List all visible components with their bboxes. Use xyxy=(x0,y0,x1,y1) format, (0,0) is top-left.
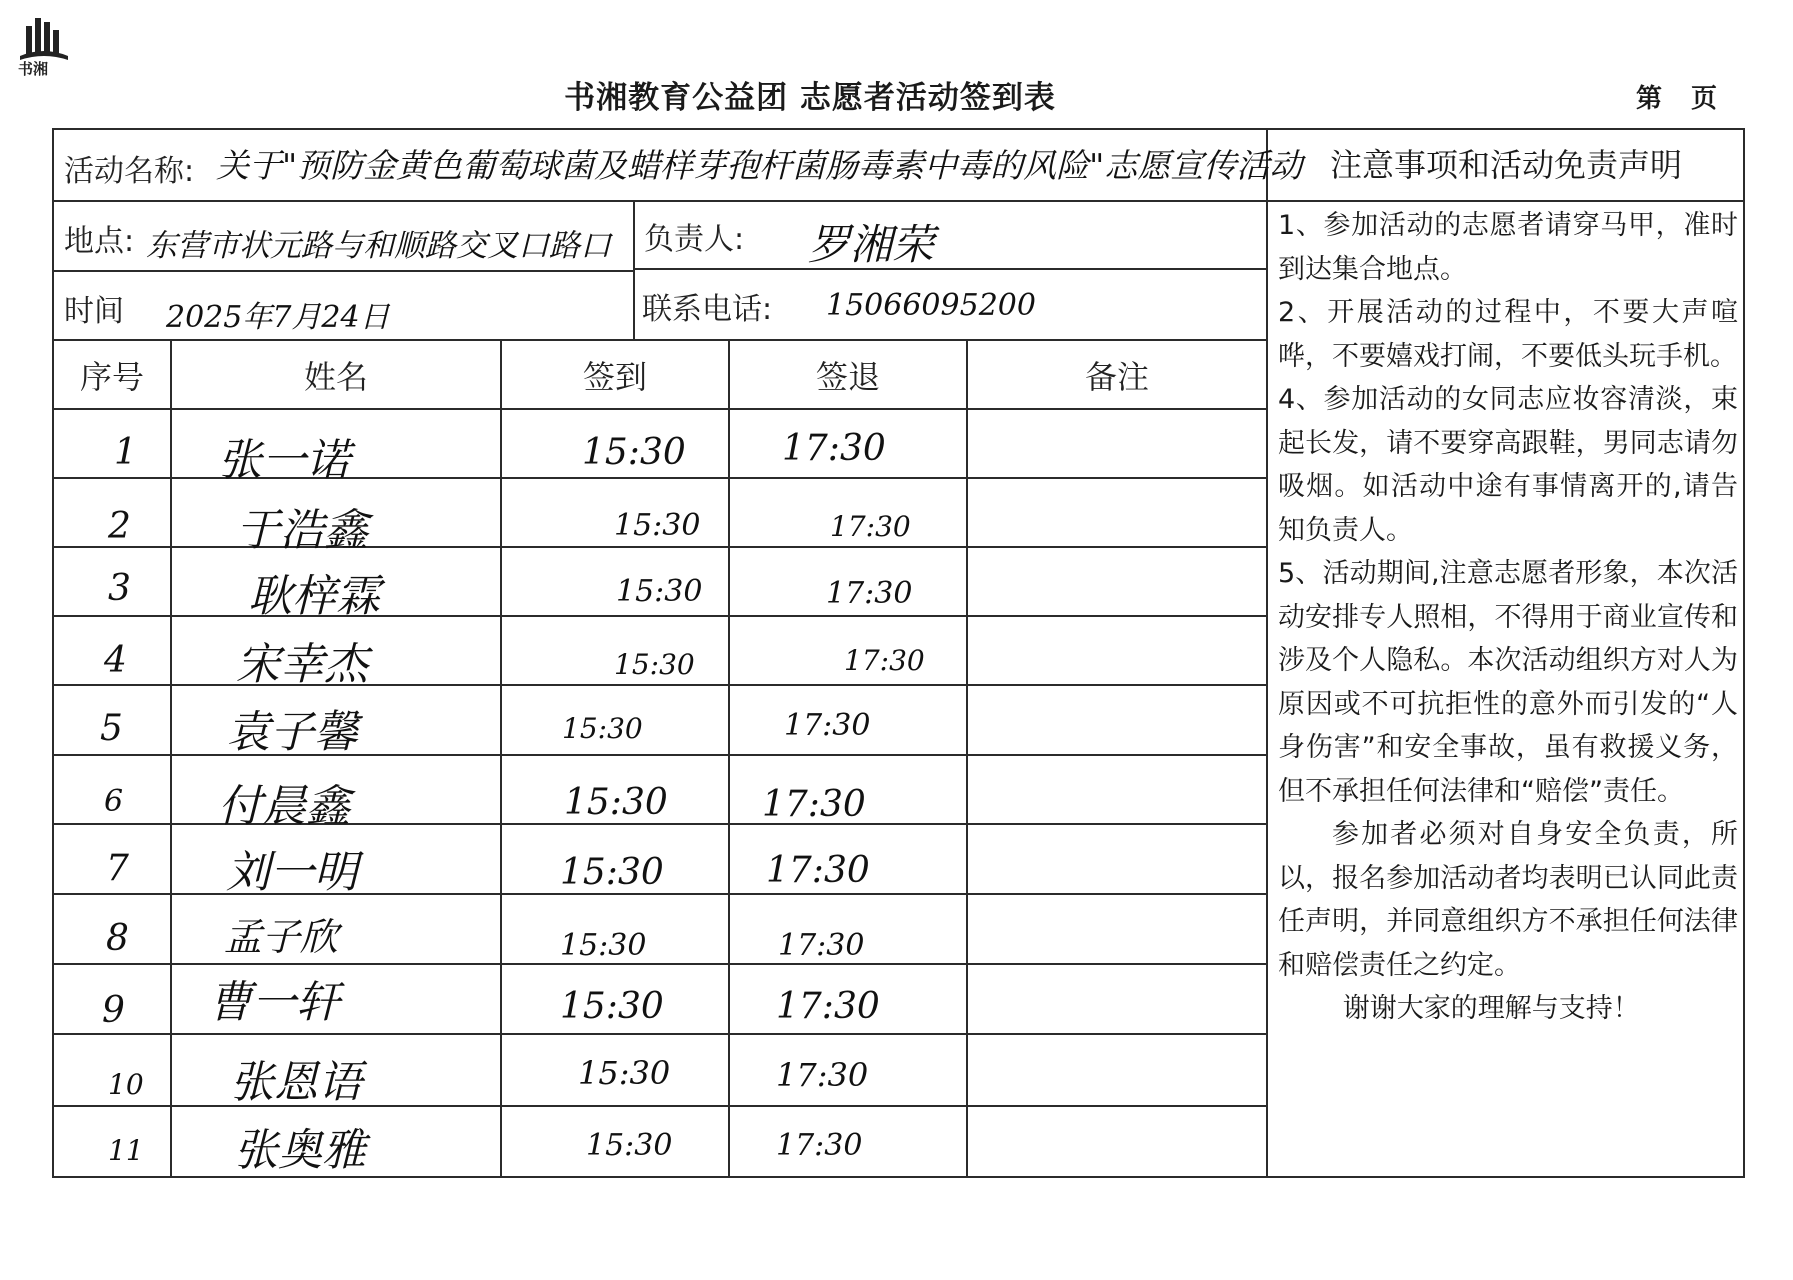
header-sign-out: 签退 xyxy=(815,358,880,396)
activity-value: 关于"预防金黄色葡萄球菌及蜡样芽孢杆菌肠毒素中毒的风险"志愿宣传活动 xyxy=(216,146,1303,185)
col-divider xyxy=(728,339,730,1178)
row-sign-out: 17:30 xyxy=(776,1056,869,1094)
notice-divider xyxy=(1266,128,1268,1178)
row-name: 耿梓霖 xyxy=(248,571,380,622)
row-sign-in: 15:30 xyxy=(560,986,664,1027)
row-number: 7 xyxy=(106,848,129,889)
row-number: 4 xyxy=(104,640,127,681)
row-sign-in: 15:30 xyxy=(616,574,703,609)
row-sign-out: 17:30 xyxy=(830,510,911,543)
row-number: 5 xyxy=(100,708,123,749)
row-name: 袁子馨 xyxy=(226,707,358,758)
row-sign-out: 17:30 xyxy=(844,644,925,677)
row-number: 1 xyxy=(114,432,137,473)
logo-text: 书湘 xyxy=(18,60,49,78)
row-name: 于浩鑫 xyxy=(236,505,368,556)
row-sign-in: 15:30 xyxy=(578,1054,671,1092)
divider-info-col xyxy=(633,200,635,339)
notice-title: 注意事项和活动免责声明 xyxy=(1329,146,1682,184)
divider-leader xyxy=(633,268,1266,270)
row-name: 刘一明 xyxy=(226,847,358,898)
row-sign-out: 17:30 xyxy=(776,1128,863,1163)
page-number-label: 第 页 xyxy=(1636,84,1718,114)
divider-location xyxy=(52,270,635,272)
row-sign-out: 17:30 xyxy=(766,850,870,891)
leader-label: 负责人: xyxy=(644,222,745,257)
divider-time xyxy=(52,339,1266,341)
time-label: 时间 xyxy=(64,294,124,329)
row-sign-in: 15:30 xyxy=(560,928,647,963)
row-number: 11 xyxy=(108,1134,144,1167)
row-divider xyxy=(52,963,1266,965)
row-number: 9 xyxy=(102,990,125,1031)
row-sign-in: 15:30 xyxy=(614,508,701,543)
col-divider xyxy=(500,339,502,1178)
divider-notice-title xyxy=(1266,200,1745,202)
activity-label: 活动名称: xyxy=(64,154,195,189)
row-divider xyxy=(52,546,1266,548)
notice-item-4: 4、参加活动的女同志应妆容清淡，束起长发，请不要穿高跟鞋，男同志请勿吸烟。如活动中途有事情离开的,请告知负责人。 xyxy=(1278,384,1738,546)
row-sign-in: 15:30 xyxy=(564,782,668,823)
row-number: 6 xyxy=(104,784,124,819)
row-name: 张恩语 xyxy=(230,1057,362,1108)
row-sign-in: 15:30 xyxy=(582,432,686,473)
row-sign-out: 17:30 xyxy=(778,928,865,963)
row-name: 张奥雅 xyxy=(234,1125,366,1176)
row-sign-in: 15:30 xyxy=(560,852,664,893)
row-divider xyxy=(52,684,1266,686)
row-name: 付晨鑫 xyxy=(218,781,350,832)
header-note: 备注 xyxy=(1084,358,1149,396)
notice-thanks: 谢谢大家的理解与支持！ xyxy=(1342,993,1640,1024)
col-divider xyxy=(966,339,968,1178)
notice-item-5: 5、活动期间,注意志愿者形象，本次活动安排专人照相，不得用于商业宣传和涉及个人隐私。本次活动组织方对人为原因或不可抗拒性的意外而引发的“人身伤害”和安全事故，虽有救援义务，但不承担任何法律和“赔偿”责任。 xyxy=(1278,558,1738,807)
row-name: 孟子欣 xyxy=(224,915,339,959)
divider-header-row xyxy=(52,408,1266,410)
notice-item-2: 2、开展活动的过程中，不要大声喧哗，不要嬉戏打闹，不要低头玩手机。 xyxy=(1278,297,1738,372)
notice-item-1: 1、参加活动的志愿者请穿马甲，准时到达集合地点。 xyxy=(1278,210,1738,285)
row-divider xyxy=(52,615,1266,617)
phone-value: 15066095200 xyxy=(826,288,1036,323)
col-divider xyxy=(170,339,172,1178)
row-name: 曹一轩 xyxy=(208,977,340,1028)
row-sign-in: 15:30 xyxy=(614,648,695,681)
row-sign-out: 17:30 xyxy=(784,708,871,743)
row-number: 3 xyxy=(108,568,131,609)
row-number: 2 xyxy=(108,506,131,547)
phone-label: 联系电话: xyxy=(642,292,773,327)
row-sign-out: 17:30 xyxy=(826,576,913,611)
row-sign-out: 17:30 xyxy=(782,428,886,469)
row-divider xyxy=(52,1033,1266,1035)
header-sign-in: 签到 xyxy=(582,358,647,396)
header-name: 姓名 xyxy=(303,358,368,396)
row-name: 宋幸杰 xyxy=(236,639,368,690)
row-sign-in: 15:30 xyxy=(586,1128,673,1163)
row-number: 10 xyxy=(108,1068,144,1101)
divider-activity xyxy=(52,200,1266,202)
row-name: 张一诺 xyxy=(218,435,350,486)
header-no: 序号 xyxy=(79,358,144,396)
leader-value: 罗湘荣 xyxy=(808,220,935,269)
location-value: 东营市状元路与和顺路交叉口路口 xyxy=(146,228,611,264)
location-label: 地点: xyxy=(64,224,135,259)
row-sign-out: 17:30 xyxy=(776,986,880,1027)
form-title: 书湘教育公益团 志愿者活动签到表 xyxy=(564,80,1056,116)
time-value: 2025年7月24日 xyxy=(166,300,390,335)
row-number: 8 xyxy=(106,918,129,959)
notice-body xyxy=(1278,204,1738,1031)
row-sign-out: 17:30 xyxy=(762,784,866,825)
row-sign-in: 15:30 xyxy=(562,712,643,745)
notice-closing: 参加者必须对自身安全负责，所以，报名参加活动者均表明已认同此责任声明，并同意组织方不承担任何法律和赔偿责任之约定。 xyxy=(1278,819,1738,981)
